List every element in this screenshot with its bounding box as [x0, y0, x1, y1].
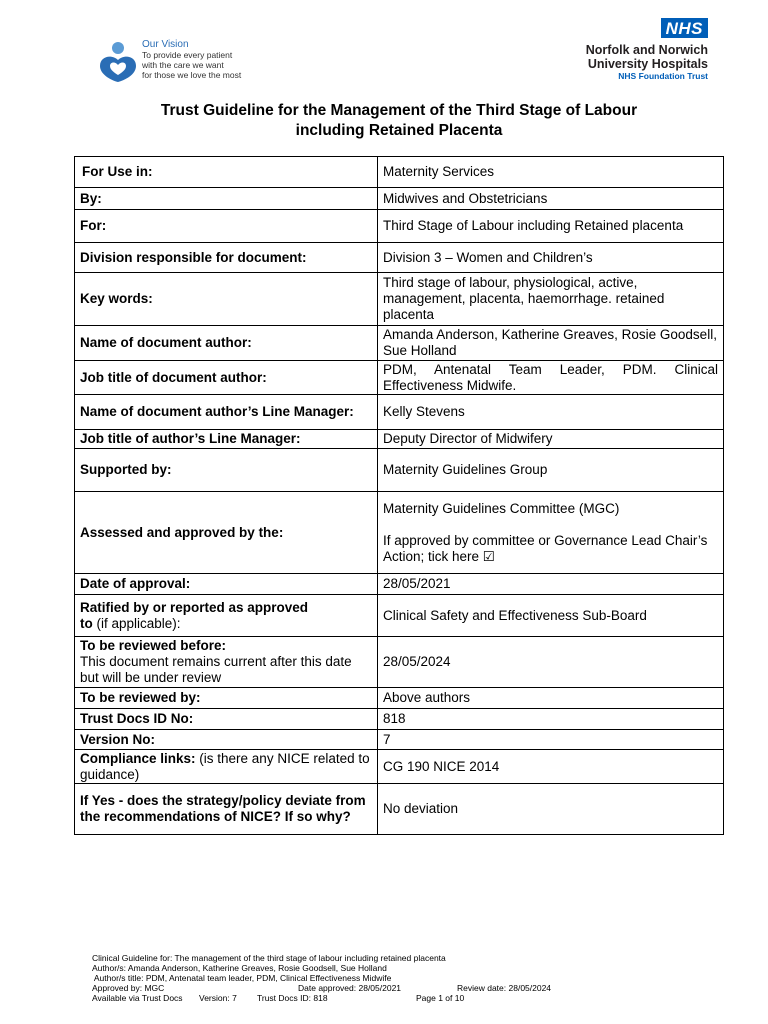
- footer-date-approved: Date approved: 28/05/2021: [298, 983, 402, 993]
- org-name-line1: Norfolk and Norwich: [585, 43, 708, 57]
- vision-title: Our Vision: [142, 39, 189, 50]
- row-value: 28/05/2021: [378, 574, 724, 595]
- footer-authors: Author/s: Amanda Anderson, Katherine Greaves, Rosie Goodsell, Sue Holland: [92, 963, 387, 973]
- table-row: [75, 574, 724, 595]
- footer-page-number: Page 1 of 10: [416, 993, 465, 1003]
- row-label: By:: [75, 188, 378, 210]
- row-label: Name of document author:: [75, 326, 378, 361]
- footer-author-titles: Author/s title: PDM, Antenatal team leader, PDM, Clinical Effectiveness Midwife: [92, 973, 392, 983]
- footer-docs-id: Trust Docs ID: 818: [257, 993, 328, 1003]
- nhs-trust-logo: [558, 18, 708, 82]
- row-label-cell: [75, 595, 378, 637]
- table-row: [75, 784, 724, 835]
- row-value: Division 3 – Women and Children’s: [378, 243, 724, 273]
- row-value: Deputy Director of Midwifery: [378, 430, 724, 449]
- vision-statement: [142, 40, 241, 80]
- row-label: Trust Docs ID No:: [75, 709, 378, 730]
- table-row: [75, 210, 724, 243]
- table-row: [75, 395, 724, 430]
- table-row: [75, 688, 724, 709]
- compliance-label: Compliance links:: [80, 750, 196, 766]
- table-row: [75, 637, 724, 688]
- row-value: Amanda Anderson, Katherine Greaves, Rosie Goodsell, Sue Holland: [378, 326, 724, 361]
- table-row: [75, 730, 724, 750]
- our-vision-logo: [96, 40, 256, 84]
- row-value: No deviation: [378, 784, 724, 835]
- row-label-cell: [75, 750, 378, 784]
- row-label: Supported by:: [75, 449, 378, 492]
- table-row: [75, 595, 724, 637]
- vision-line: for those we love the most: [142, 70, 242, 80]
- ratified-label-line1: Ratified by or reported as approved: [80, 599, 309, 615]
- table-row: [75, 449, 724, 492]
- table-row: [75, 361, 724, 395]
- footer-approval-row: [92, 983, 652, 993]
- compliance-note: (is there any NICE related to guidance): [80, 750, 370, 782]
- document-title: [74, 101, 724, 141]
- row-value: Third stage of labour, physiological, active, management, placenta, haemorrhage. retained placenta: [378, 273, 724, 326]
- title-line2: including Retained Placenta: [295, 122, 503, 139]
- row-label: Division responsible for document:: [75, 243, 378, 273]
- vision-line: To provide every patient: [142, 50, 233, 60]
- row-value-cell: [378, 492, 724, 574]
- ratified-label-to: to: [80, 615, 93, 631]
- row-value: CG 190 NICE 2014: [378, 750, 724, 784]
- row-value: Maternity Guidelines Group: [378, 449, 724, 492]
- footer-available: Available via Trust Docs: [92, 993, 183, 1003]
- nhs-badge: NHS: [661, 18, 708, 38]
- row-value: 7: [378, 730, 724, 750]
- row-value: Maternity Services: [378, 157, 724, 188]
- row-value: 818: [378, 709, 724, 730]
- row-label: For Use in:: [75, 157, 378, 188]
- table-row: [75, 750, 724, 784]
- table-row: [75, 243, 724, 273]
- assessed-chair-action: If approved by committee or Governance Lead Chair’s Action; tick here ☑: [383, 532, 708, 564]
- row-label: Assessed and approved by the:: [75, 492, 378, 574]
- row-value: Kelly Stevens: [378, 395, 724, 430]
- review-before-label: To be reviewed before:: [80, 638, 227, 653]
- row-label: Job title of author’s Line Manager:: [75, 430, 378, 449]
- heart-person-icon: [96, 40, 140, 84]
- document-info-table: [74, 156, 724, 835]
- row-label: If Yes - does the strategy/policy deviate from the recommendations of NICE? If so why?: [75, 784, 378, 835]
- row-label: Key words:: [75, 273, 378, 326]
- footer-approved-by: Approved by: MGC: [92, 983, 165, 993]
- footer-guideline: Clinical Guideline for: The management of the third stage of labour including retained placenta: [92, 953, 446, 963]
- ratified-label-note: (if applicable):: [92, 615, 181, 631]
- row-value: Above authors: [378, 688, 724, 709]
- row-value: Midwives and Obstetricians: [378, 188, 724, 210]
- row-label: For:: [75, 210, 378, 243]
- vision-line: with the care we want: [142, 60, 224, 70]
- table-row: [75, 326, 724, 361]
- title-line1: Trust Guideline for the Management of the Third Stage of Labour: [160, 102, 638, 119]
- row-label: Job title of document author:: [75, 361, 378, 395]
- table-row: [75, 709, 724, 730]
- assessed-committee: Maternity Guidelines Committee (MGC): [383, 500, 620, 516]
- row-label-cell: [75, 637, 378, 688]
- table-row: [75, 430, 724, 449]
- row-value: PDM, Antenatal Team Leader, PDM. Clinical Effectiveness Midwife.: [378, 361, 724, 395]
- table-row: [75, 157, 724, 188]
- table-row: [75, 188, 724, 210]
- footer-docs-row: [92, 993, 652, 1003]
- footer-version: Version: 7: [199, 993, 237, 1003]
- row-label: Version No:: [75, 730, 378, 750]
- row-value: Third Stage of Labour including Retained placenta: [378, 210, 724, 243]
- row-value: 28/05/2024: [378, 637, 724, 688]
- table-row: [75, 492, 724, 574]
- table-row: [75, 273, 724, 326]
- trust-name: NHS Foundation Trust: [618, 71, 708, 81]
- row-label: Date of approval:: [75, 574, 378, 595]
- footer-review-date: Review date: 28/05/2024: [457, 983, 552, 993]
- row-label: Name of document author’s Line Manager:: [75, 395, 378, 430]
- row-value: Clinical Safety and Effectiveness Sub-Board: [378, 595, 724, 637]
- row-label: To be reviewed by:: [75, 688, 378, 709]
- page-footer: [92, 953, 652, 1003]
- review-before-note: This document remains current after this date but will be under review: [80, 654, 352, 685]
- org-name-line2: University Hospitals: [587, 57, 708, 71]
